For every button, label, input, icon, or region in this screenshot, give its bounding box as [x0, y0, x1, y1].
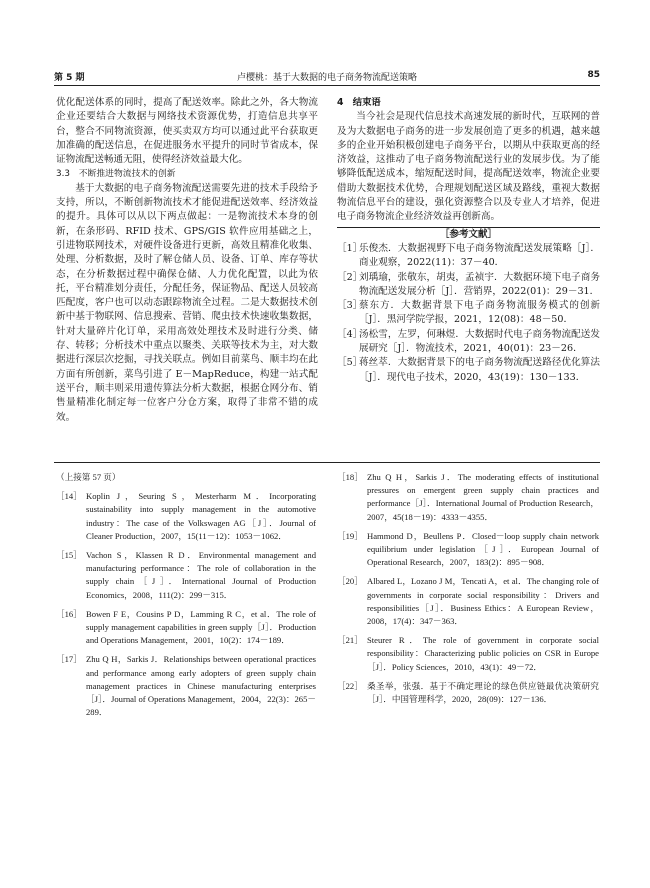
body-paragraph: 基于大数据的电子商务物流配送需要先进的技术手段给予支持，所以，不断创新物流技术才能促进配送效率、经济效益的提升。具体可以从以下两点做起：一是物流技术本身的创新，在条形码、RFID 技术、GPS/GIS 软件应用基础之上，引进物联网技术，对硬件设备进行更新，高效且精准化收集、处理、分析数据，及时了解仓储人员、设备、订单、库存等状态，在分析数据过程中确保仓储、人力优化配置，以此为依托，平台精准划分责任，分配任务，保证物品、配送人员较高匹配度，客户也可以动态跟踪物流全过程。二是大数据技术创新中基于物联网、信息搜索、营销、爬虫技术快速收集数据，针对大量碎片化订单，采用高效处理技术及时进行分类、储存、转移；分析技术中重点以聚类、关联等技术为主，对大数据进行深层次挖掘，寻找关联点。例如目前菜鸟、顺丰均在此方面有所创新，菜鸟引进了 E－MapReduce，构建一站式配送平台，顺丰则采用遗传算法分析大数据，根据仓网分布、销售量精准化制定每一位客户分仓方案，取得了非常不错的成效。	[56, 182, 318, 423]
reference-item	[56, 490, 316, 543]
reference-text: 蒋丝萃．大数据背景下的电子商务物流配送路径优化算法［J］．现代电子技术，2020，43(19)：130－133．	[359, 357, 600, 383]
reference-number: ［14］	[56, 491, 82, 502]
reference-text: Vachon S，Klassen R D．Environmental management and manufacturing performance：The role of collaboration in the supply chain［J］．International Journal of Production Economics，2008，111(2)：299－315．	[86, 550, 316, 600]
continued-references-left	[56, 471, 316, 725]
subsection-heading: 3.3 不断推进物流技术的创新	[56, 169, 176, 180]
reference-list	[56, 490, 316, 719]
page-number: 85	[587, 70, 600, 80]
reference-text: Hammond D，Beullens P．Closed－loop supply chain network equilibrium under legislation［J］．European Journal of Operational Research，2007，183(2)：895－908．	[367, 530, 599, 568]
reference-text: 桑圣举，张强．基于不确定理论的绿色供应链最优决策研究［J］．中国管理科学，2020，28(09)：127－136．	[367, 680, 599, 705]
reference-number: ［18］	[337, 472, 363, 482]
reference-number: ［16］	[56, 608, 82, 619]
section-divider	[54, 462, 600, 463]
reference-item	[337, 575, 599, 628]
reference-number: ［21］	[337, 635, 363, 646]
reference-number: ［17］	[56, 654, 82, 665]
reference-item	[337, 356, 600, 385]
running-title: 卢樱桃：基于大数据的电子商务物流配送策略	[236, 73, 417, 83]
reference-number: ［4］	[337, 328, 363, 340]
reference-item	[337, 530, 599, 570]
reference-item	[337, 471, 599, 524]
reference-item	[56, 653, 316, 719]
reference-list	[337, 242, 600, 385]
reference-item	[337, 328, 600, 357]
reference-number: ［3］	[337, 300, 363, 312]
body-paragraph: 当今社会是现代信息技术高速发展的新时代，互联网的普及为大数据电子商务的进一步发展创造了更多的机遇，越来越多的企业开始积极创建电子商务平台，以期从中获取更高的经济效益，这推动了电子商务物流配送行业的发展步伐。为了能够降低配送成本，缩短配送时间，提高配送效率，物流企业要借助大数据技术优势，合理规划配送区域及路线，重视大数据物流信息平台的建设，强化资源整合以及专业人才培养，促进电子商务物流企业经济效益再创新高。	[337, 111, 600, 223]
reference-text: Steurer R．The role of government in corporate social responsibility：Characterizing public policies on CSR in Europe［J］．Policy Sciences，2010，43(1)：49－72．	[367, 635, 599, 672]
continued-note: （上接第 57 页）	[56, 472, 121, 482]
running-header	[54, 70, 600, 84]
reference-text: Koplin J，Seuring S，Mesterharm M．Incorporating sustainability into supply management in the automotive industry：The case of the Volkswagen AG［J］．Journal of Cleaner Production，2007，15(11－12)：1053－1062．	[86, 491, 316, 541]
reference-number: ［20］	[337, 576, 363, 587]
references-heading: ［参考文献］	[439, 228, 497, 240]
reference-item	[56, 549, 316, 602]
reference-item	[56, 608, 316, 648]
right-column	[337, 96, 600, 385]
reference-text: 刘瑀瑜，张敬东，胡夷，孟祯宇．大数据环境下电子商务物流配送发展分析［J］．营销界，2022(01)：29－31．	[359, 271, 600, 297]
issue-number: 第 5 期	[54, 73, 85, 83]
body-paragraph: 优化配送体系的同时，提高了配送效率。除此之外，各大物流企业还要结合大数据与网络技术资源优势，打造信息共享平台，整合不同物流资源，使买卖双方均可以通过此平台获取更加准确的配送信息，在促进服务水平提升的同时节省成本，保证物流配送畅通无阻，使得经济效益最大化。	[56, 97, 318, 166]
header-rule	[54, 85, 600, 86]
left-column	[56, 96, 318, 425]
reference-item	[337, 299, 600, 328]
reference-text: Zhu Q H，Sarkis J．Relationships between operational practices and performance among early adopters of green supply chain management practices in Chinese manufacturing enterprises［J］．Journal of Operations Management，2004，22(3)：265－289．	[86, 654, 316, 718]
reference-number: ［19］	[337, 530, 363, 541]
section-heading: 4 结束语	[337, 97, 381, 108]
reference-item	[337, 680, 599, 706]
reference-text: Albared L，Lozano J M，Tencati A，et al．The changing role of governments in corporate social responsibility：Drivers and responsibilities［J］．Business Ethics：A European Review，2008，17(4)：347－363．	[367, 576, 599, 627]
reference-item	[337, 271, 600, 300]
reference-number: ［1］	[337, 242, 363, 254]
reference-item	[337, 242, 600, 271]
reference-number: ［15］	[56, 550, 82, 561]
reference-item	[337, 634, 599, 674]
reference-text: 蔡东方．大数据背景下电子商务物流服务模式的创新［J］．黑河学院学报，2021，12(08)：48－50．	[359, 300, 600, 326]
reference-list	[337, 471, 599, 706]
reference-text: 乐俊杰．大数据视野下电子商务物流配送发展策略［J］．商业观察，2022(11)：37－40．	[359, 242, 600, 269]
reference-number: ［2］	[337, 271, 363, 283]
reference-text: Zhu Q H，Sarkis J．The moderating effects of institutional pressures on emergent green supply chain practices and performance［J］．International Journal of Production Research，2007，45(18－19)：4333－4355．	[367, 472, 599, 522]
reference-number: ［22］	[337, 680, 363, 691]
continued-references-right	[337, 471, 599, 712]
reference-text: 汤松雪，左罗，何琳煜．大数据时代电子商务物流配送发展研究［J］．物流技术，2021，40(01)：23－26．	[359, 328, 600, 355]
reference-number: ［5］	[337, 357, 363, 369]
reference-text: Bowen F E，Cousins P D，Lamming R C，et al．The role of supply management capabilities in green supply［J］．Production and Operations Management，2001，10(2)：174－189．	[86, 608, 316, 646]
